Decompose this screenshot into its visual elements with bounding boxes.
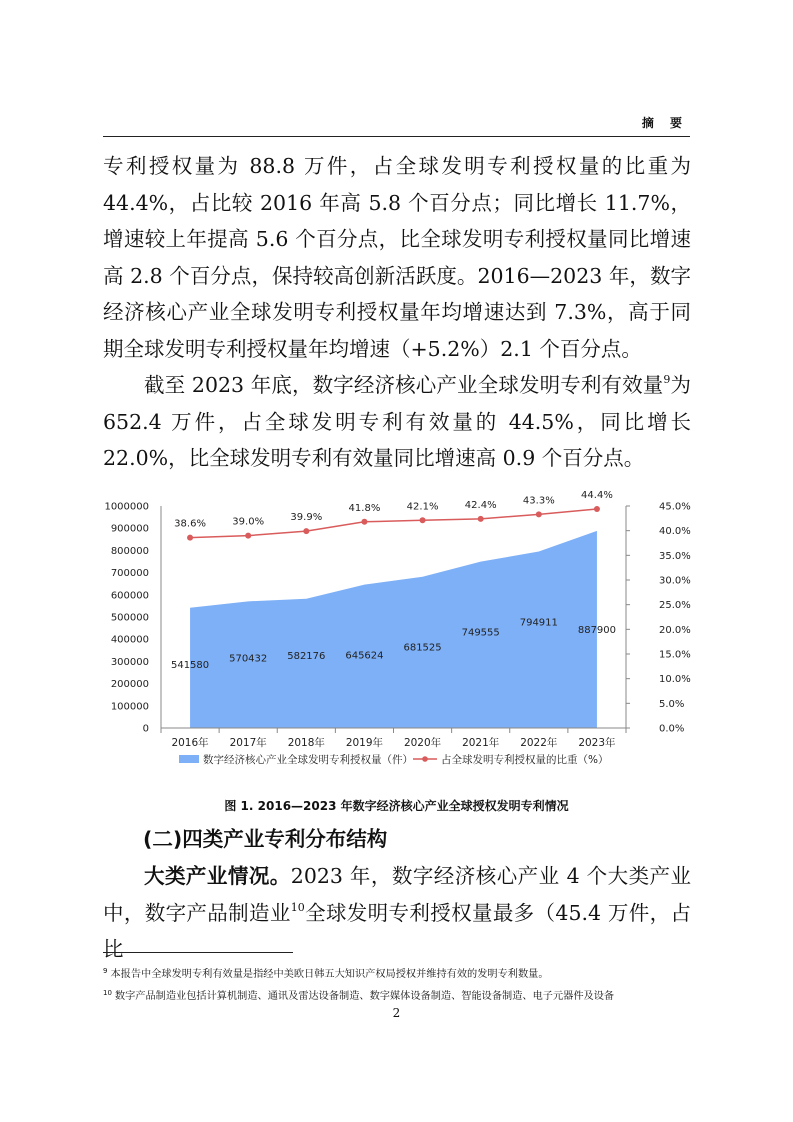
section-title: (二)四类产业专利分布结构 [143, 827, 388, 851]
y-left-tick-label: 800000 [110, 545, 149, 557]
footnote-9 [103, 962, 693, 984]
area-data-label: 582176 [287, 650, 326, 662]
x-tick-label: 2018年 [287, 737, 325, 749]
y-left-tick-label: 200000 [110, 679, 149, 691]
ratio-data-point [594, 506, 600, 512]
paragraph-3-text-b: 全球发明专利授权量最多（45.4 万件，占比 [103, 900, 691, 961]
footnote-9-number: 9 [103, 967, 108, 975]
x-tick-label: 2019年 [345, 737, 384, 749]
running-header [103, 114, 690, 137]
y-left-tick-label: 900000 [110, 523, 149, 535]
page-number: 2 [392, 1006, 401, 1020]
y-right-tick-label: 30.0% [659, 575, 691, 587]
paragraph-3-text-a: 2023 年，数字经济核心产业 4 个大类产业中，数字产品制造业 [103, 864, 692, 925]
area-data-label: 681525 [403, 642, 442, 654]
x-tick-label: 2022年 [520, 737, 558, 749]
footnote-ref-9[interactable]: 9 [663, 373, 671, 386]
ratio-data-label: 42.4% [464, 499, 497, 511]
paragraph-2 [103, 367, 691, 477]
legend-line-label: 占全球发明专利授权量的比重（%） [441, 754, 609, 766]
y-right-tick-label: 40.0% [659, 526, 691, 538]
x-tick-label: 2021年 [462, 737, 500, 749]
legend-area-swatch [179, 755, 199, 763]
y-right-tick-label: 5.0% [659, 698, 685, 710]
paragraph-2-text-a: 截至 2023 年底，数字经济核心产业全球发明专利有效量 [144, 373, 664, 397]
ratio-data-point [187, 535, 193, 541]
area-data-label: 887900 [577, 624, 617, 636]
y-left-tick-label: 1000000 [104, 501, 149, 513]
y-right-tick-label: 0.0% [659, 723, 685, 735]
footnote-ref-10[interactable]: 10 [290, 900, 305, 914]
area-data-label: 645624 [345, 650, 384, 662]
ratio-data-label: 43.3% [522, 495, 555, 507]
footnote-10-number: 10 [103, 989, 112, 997]
footnotes [103, 962, 693, 1006]
y-left-tick-label: 700000 [110, 568, 149, 580]
ratio-data-label: 42.1% [406, 501, 439, 513]
legend-line-marker [422, 756, 428, 762]
y-left-tick-label: 500000 [110, 612, 149, 624]
paragraph-1: 专利授权量为 88.8 万件，占全球发明专利授权量的比重为 44.4%，占比较 2016 年高 5.8 个百分点；同比增长 11.7%，增速较上年提高 5.6 个百分点，比全球发明专利授权量同比增速高 2.8 个百分点，保持较高创新活跃度。2016—2023 年，数字经济核心产业全球发明专利授权量年均增速达到 7.3%，高于同期全球发明专利授权量年均增速（+5.2%）2.1 个百分点。 [103, 154, 691, 361]
y-right-tick-label: 45.0% [659, 501, 691, 513]
y-right-tick-label: 25.0% [659, 600, 691, 612]
ratio-data-label: 39.9% [290, 512, 323, 524]
y-left-tick-label: 400000 [110, 634, 149, 646]
y-left-tick-label: 0 [142, 723, 149, 735]
area-data-label: 570432 [229, 653, 268, 665]
y-right-tick-label: 10.0% [659, 674, 691, 686]
ratio-data-point [303, 528, 309, 534]
x-tick-label: 2023年 [578, 737, 616, 749]
ratio-data-point [536, 511, 542, 517]
patent-chart [103, 488, 693, 778]
area-data-label: 749555 [461, 627, 500, 639]
footnote-10-text: 数字产品制造业包括计算机制造、通讯及雷达设备制造、数字媒体设备制造、智能设备制造、电子元器件及设备 [114, 991, 615, 1002]
x-tick-label: 2016年 [171, 737, 209, 749]
area-series-fill [190, 531, 597, 728]
area-data-label: 541580 [170, 659, 210, 671]
ratio-data-label: 44.4% [581, 489, 613, 501]
ratio-data-point [361, 519, 367, 525]
area-data-label: 794911 [519, 617, 558, 629]
ratio-data-point [245, 533, 251, 539]
header-section-label: 摘 要 [641, 116, 688, 130]
main-text [103, 148, 691, 477]
paragraph-3-lead: 大类产业情况。 [144, 864, 291, 888]
ratio-data-label: 41.8% [348, 502, 381, 514]
footnote-divider [103, 952, 293, 953]
y-right-tick-label: 35.0% [659, 550, 691, 562]
y-left-tick-label: 100000 [110, 701, 149, 713]
y-left-tick-label: 300000 [110, 656, 149, 668]
paragraph-2-text-b: 为 652.4 万件，占全球发明专利有效量的 44.5%，同比增长 22.0%，比全球发明专利有效量同比增速高 0.9 个百分点。 [103, 373, 692, 470]
ratio-data-point [420, 517, 426, 523]
y-right-tick-label: 15.0% [659, 649, 691, 661]
y-left-tick-label: 600000 [110, 590, 149, 602]
x-tick-label: 2017年 [229, 737, 267, 749]
footnote-10 [103, 984, 693, 1006]
footnote-9-text: 本报告中全球发明专利有效量是指经中美欧日韩五大知识产权局授权并维持有效的发明专利数量。 [110, 969, 549, 980]
legend-area-label: 数字经济核心产业全球发明专利授权量（件） [203, 754, 413, 766]
ratio-data-point [478, 516, 484, 522]
ratio-data-label: 39.0% [232, 516, 265, 528]
y-right-tick-label: 20.0% [659, 624, 691, 636]
x-tick-label: 2020年 [403, 737, 442, 749]
ratio-data-label: 38.6% [174, 518, 206, 530]
figure-caption: 图 1. 2016—2023 年数字经济核心产业全球授权发明专利情况 [224, 799, 569, 813]
